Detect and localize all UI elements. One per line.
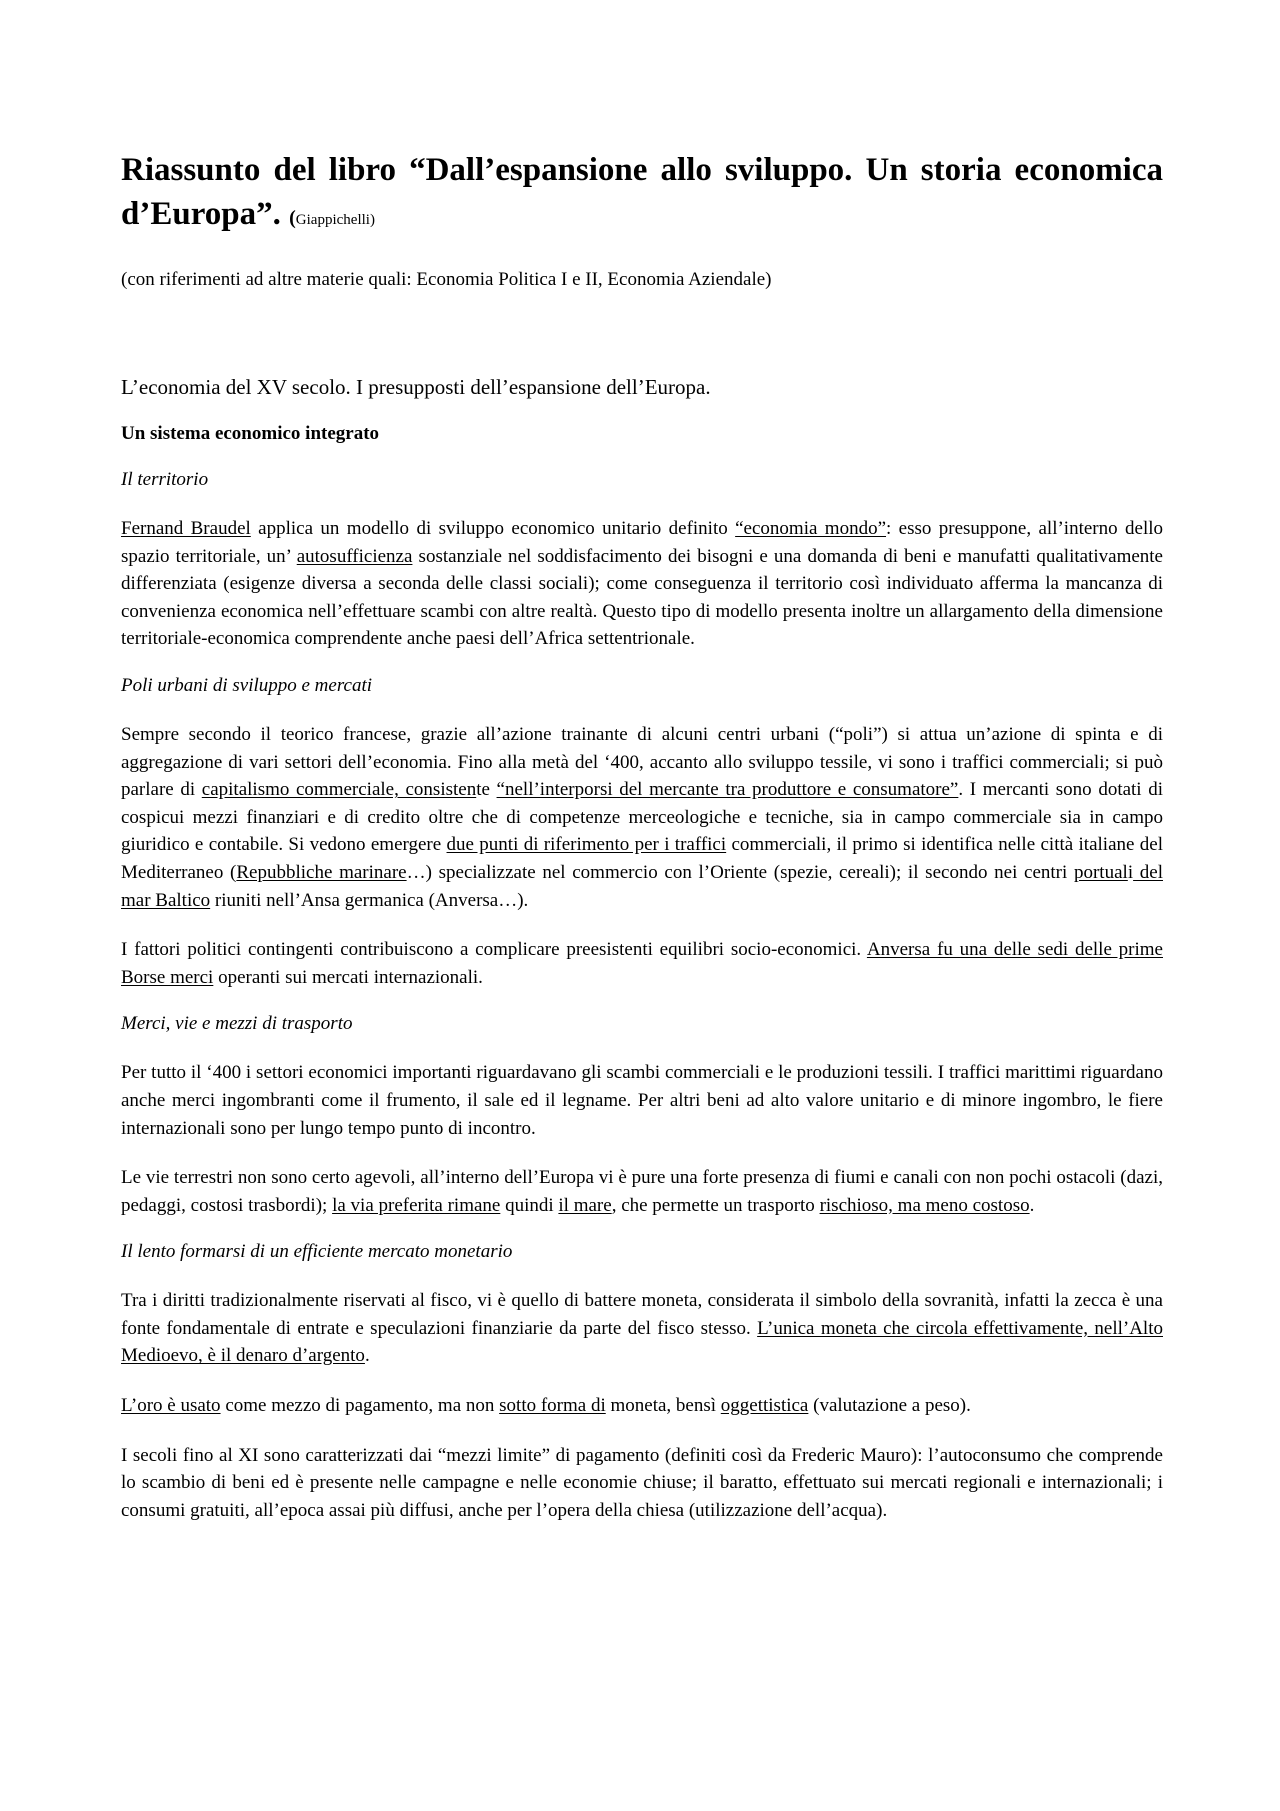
text-run: te (476, 779, 497, 801)
text-run: sostanziale nel soddisfacimento dei bisogni e una domanda di beni e manufatti qualitativamente differenziata (esigenze diversa a seconda delle classi sociali); come conseguenza il territorio così individuato afferma la mancanza di convenienza economica nell’effettuare scambi con altre realtà. Questo tipo di modello presenta inoltre un allargamento della dimensione territoriale-economica comprendente anche paesi dell’Africa settentrionale. (121, 545, 1163, 650)
publisher-paren: ( (289, 207, 296, 229)
underlined-text: la via preferita rimane (332, 1194, 501, 1216)
underlined-text: L’oro è usato (121, 1395, 221, 1417)
text-run: (valutazione a peso). (808, 1395, 971, 1417)
text-run: i (1127, 861, 1134, 883)
underlined-text: portual (1073, 861, 1128, 883)
paragraph-merci: Per tutto il ‘400 i settori economici importanti riguardavano gli scambi commerciali e le produzioni tessili. I traffici marittimi riguardano anche merci ingombranti come il frumento, il sale ed il legname. Per altri beni ad alto valore unitario e di minore ingombro, le fiere internazionali sono per lungo tempo punto di incontro. (121, 1062, 1163, 1139)
text-run: quindi (500, 1194, 559, 1216)
text-run: , che permette un trasporto (611, 1194, 820, 1216)
text-run: operanti sui mercati internazionali. (213, 966, 483, 988)
text-run: I fattori politici contingenti contribuiscono a complicare preesistenti equilibri socio-economici. (121, 939, 867, 961)
text-run: : esso presuppone, all’interno dello spazio territoriale, un’ (121, 518, 1163, 567)
paragraph-mezzi-limite: I secoli fino al XI sono caratterizzati dai “mezzi limite” di pagamento (definiti così da Frederic Mauro): l’autoconsumo che comprende lo scambio di beni ed è presente nelle campagne e nelle economie chiuse; il baratto, effettuato sui mercati regionali e internazionali; i consumi gratuiti, all’epoca assai più diffusi, anche per l’opera della chiesa (utilizzazione dell’acqua). (121, 1444, 1163, 1521)
underlined-text: oggettistica (720, 1395, 809, 1417)
publisher-note (289, 207, 375, 229)
text-run: applica un modello di sviluppo economico unitario definito (250, 518, 736, 539)
document-page (121, 148, 1163, 1524)
paragraph-poli (121, 721, 1163, 914)
underlined-text: del mar Baltico (121, 861, 1163, 911)
text-run: come mezzo di pagamento, ma non (220, 1395, 500, 1417)
underlined-text: “economia mondo” (735, 518, 887, 539)
underlined-text: sotto forma di (499, 1395, 606, 1417)
underlined-text: Anversa fu una delle sedi delle prime Borse merci (121, 939, 1163, 988)
text-run: Tra i diritti tradizionalmente riservati al fisco, vi è quello di battere moneta, considerata il simbolo della sovranità, infatti la zecca è una fonte fondamentale di entrate e speculazioni finanziarie da parte del fisco stesso. (121, 1290, 1163, 1339)
text-run: moneta, bensì (605, 1395, 721, 1417)
paragraph-territorio (121, 515, 1163, 653)
text-run: . (1029, 1194, 1035, 1216)
title-text: Riassunto del libro “Dall’espansione allo sviluppo. Un storia economica d’Europa”. (121, 152, 1163, 232)
text-run: . I mercanti sono dotati di cospicui mezzi finanziari e di credito oltre che di competenze merceologiche e tecniche, sia in campo commerciale sia in campo giuridico e contabile. Si vedono emergere (121, 779, 1163, 856)
document-subtitle: (con riferimenti ad altre materie quali: Economia Politica I e II, Economia Aziendale) (121, 269, 772, 290)
document-title (121, 148, 1163, 242)
underlined-text: “nell’interporsi del mercante tra produttore e consumatore” (496, 779, 959, 801)
paragraph-oro (121, 1392, 1163, 1420)
text-run: . (364, 1345, 370, 1367)
subsection-heading-merci: Merci, vie e mezzi di trasporto (121, 1013, 353, 1035)
text-run: Le vie terrestri non sono certo agevoli, all’interno dell’Europa vi è pure una forte presenza di fiumi e canali con non pochi ostacoli (dazi, pedaggi, costosi trasbordi); (121, 1167, 1163, 1216)
underlined-text: autosufficienza (296, 545, 413, 567)
underlined-text: Fernand Braudel (121, 518, 251, 539)
underlined-text: rischioso, ma meno costoso (819, 1194, 1030, 1216)
text-run: commerciali, il primo si identifica nelle città italiane del Mediterraneo ( (121, 834, 1163, 883)
underlined-text: L’unica moneta che circola effettivamente, nell’Alto Medioevo, è il denaro d’argento (121, 1317, 1163, 1367)
text-run: Sempre secondo il teorico francese, grazie all’azione trainante di alcuni centri urbani (“poli”) si attua un’azione di spinta e di aggregazione di vari settori dell’economia. Fino alla metà del ‘400, accanto allo sviluppo tessile, vi sono i traffici commerciali; si può parlare di (121, 723, 1163, 801)
subsection-heading-territorio: Il territorio (121, 469, 209, 490)
text-run: riuniti nell’Ansa germanica (Anversa…). (210, 889, 529, 911)
underlined-text: Repubbliche marinare (236, 861, 407, 883)
text-run: …) specializzate nel commercio con l’Oriente (spezie, cereali); il secondo nei centri (406, 861, 1074, 883)
paragraph-diritti-fisco (121, 1287, 1163, 1370)
section-heading: Un sistema economico integrato (121, 423, 380, 444)
subsection-heading-mercato-monetario: Il lento formarsi di un efficiente mercato monetario (121, 1241, 513, 1263)
underlined-text: due punti di riferimento per i traffici (446, 834, 727, 856)
underlined-text: il mare (558, 1194, 612, 1216)
chapter-heading: L’economia del XV secolo. I presupposti dell’espansione dell’Europa. (121, 375, 711, 399)
paragraph-fattori-politici (121, 936, 1163, 991)
underlined-text: capitalismo commerciale, consisten (201, 779, 477, 801)
subsection-heading-poli: Poli urbani di sviluppo e mercati (121, 674, 373, 696)
paragraph-vie-terrestri (121, 1164, 1163, 1219)
publisher-name: Giappichelli) (295, 212, 375, 228)
